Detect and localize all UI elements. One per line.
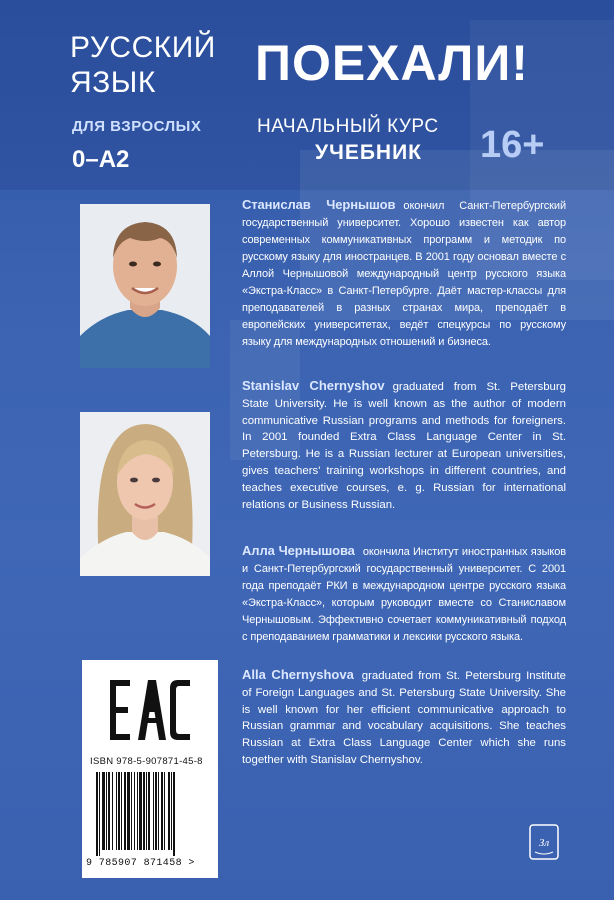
svg-text:Зл: Зл [538,837,550,849]
author-name: Станислав Чернышов [242,197,396,212]
barcode-bar [155,772,157,850]
barcode-bar [131,772,132,850]
author-photo-stanislav [80,204,210,368]
barcode-bar [137,772,138,850]
bio-text: graduated from St. Petersburg State University. He is well known as the author of modern communicative Russian programs and methods for foreigners. In 2001 founded Extra Class Language Center in St. Petersburg. He is a Russian lecturer at European universities, gives teachers' training workshops in different countries, and teaches executive courses, e. g. Russian for international relations or Business Russian. [242,381,566,511]
age-rating: 16+ [480,124,545,166]
series-line: РУССКИЙ [70,31,216,64]
author-bio-en [242,667,566,769]
barcode-bar [143,772,145,850]
barcode-bar [139,772,142,850]
barcode-bar [161,772,163,850]
barcode-bar [171,772,172,850]
barcode-icon [94,772,206,856]
bio-text: окончил Санкт-Петербургский государственный университет. Хорошо известен как автор современных коммуникативных программ и методик по русскому языку для иностранцев. В 2001 году основал вместе с Аллой Чернышовой международный центр русского языка «Экстра-Класс» в Санкт-Петербурге. Даёт мастер-классы для преподавателей в разных странах мира, преподаёт в европейских университетах, ведёт спецкурсы по русскому языку для международных отношений и бизнеса. [242,200,566,348]
barcode-bar [127,772,130,850]
barcode-bar [168,772,170,850]
author-bio-ru [242,542,566,646]
barcode-bar [108,772,110,850]
author-name: Алла Чернышова [242,543,355,558]
barcode-digits: 9 785907 871458 > [86,858,195,869]
book-title: ПОЕХАЛИ! [255,35,529,91]
barcode-bar [164,772,165,850]
series-line: ЯЗЫК [70,66,156,99]
barcode-bar [121,772,122,850]
publisher-logo-icon [529,824,559,860]
course-label: НАЧАЛЬНЫЙ КУРС [257,116,439,137]
barcode-bar [106,772,107,850]
author-name: Stanislav Chernyshov [242,378,385,393]
portrait-woman-image [80,412,210,576]
barcode-panel [82,660,218,878]
barcode-bar [146,772,147,850]
barcode-bar [99,772,100,856]
barcode-bar [124,772,126,850]
level-label: 0–А2 [72,146,130,173]
author-name: Alla Chernyshova [242,667,354,682]
series-name [70,30,216,100]
barcode-bar [148,772,150,850]
audience-label: ДЛЯ ВЗРОСЛЫХ [72,118,202,135]
author-bio-en [242,378,566,513]
barcode-bar [116,772,117,850]
barcode-bar [153,772,154,850]
bio-text: graduated from St. Petersburg Institute of Foreign Languages and St. Petersburg State University. She is well known for her efficient communicative approach to Russian grammar and vocabulary acquisitions. She teaches Russian at Extra Class Language Center which she runs together with Stanislav Chernyshov. [242,670,566,766]
eac-mark-icon [108,678,192,742]
barcode-bar [112,772,113,850]
barcode-bar [158,772,159,850]
portrait-man-image [80,204,210,368]
author-bio-ru [242,196,566,351]
isbn-number: ISBN 978-5-907871-45-8 [90,756,203,767]
barcode-bar [96,772,98,856]
barcode-bar [102,772,105,850]
book-type-label: УЧЕБНИК [315,141,422,164]
barcode-bar [118,772,120,850]
bio-text: окончила Институт иностранных языков и Санкт-Петербургский государственный университет. С 2001 года преподаёт РКИ в международном центре русского языка «Экстра-Класс», которым руководит вместе со Станиславом Чернышовым. Эффективно сочетает коммуникативный подход с преподаванием грамматики и лексики русского языка. [242,546,566,643]
barcode-bar [134,772,135,850]
barcode-bar [173,772,175,856]
author-photo-alla [80,412,210,576]
